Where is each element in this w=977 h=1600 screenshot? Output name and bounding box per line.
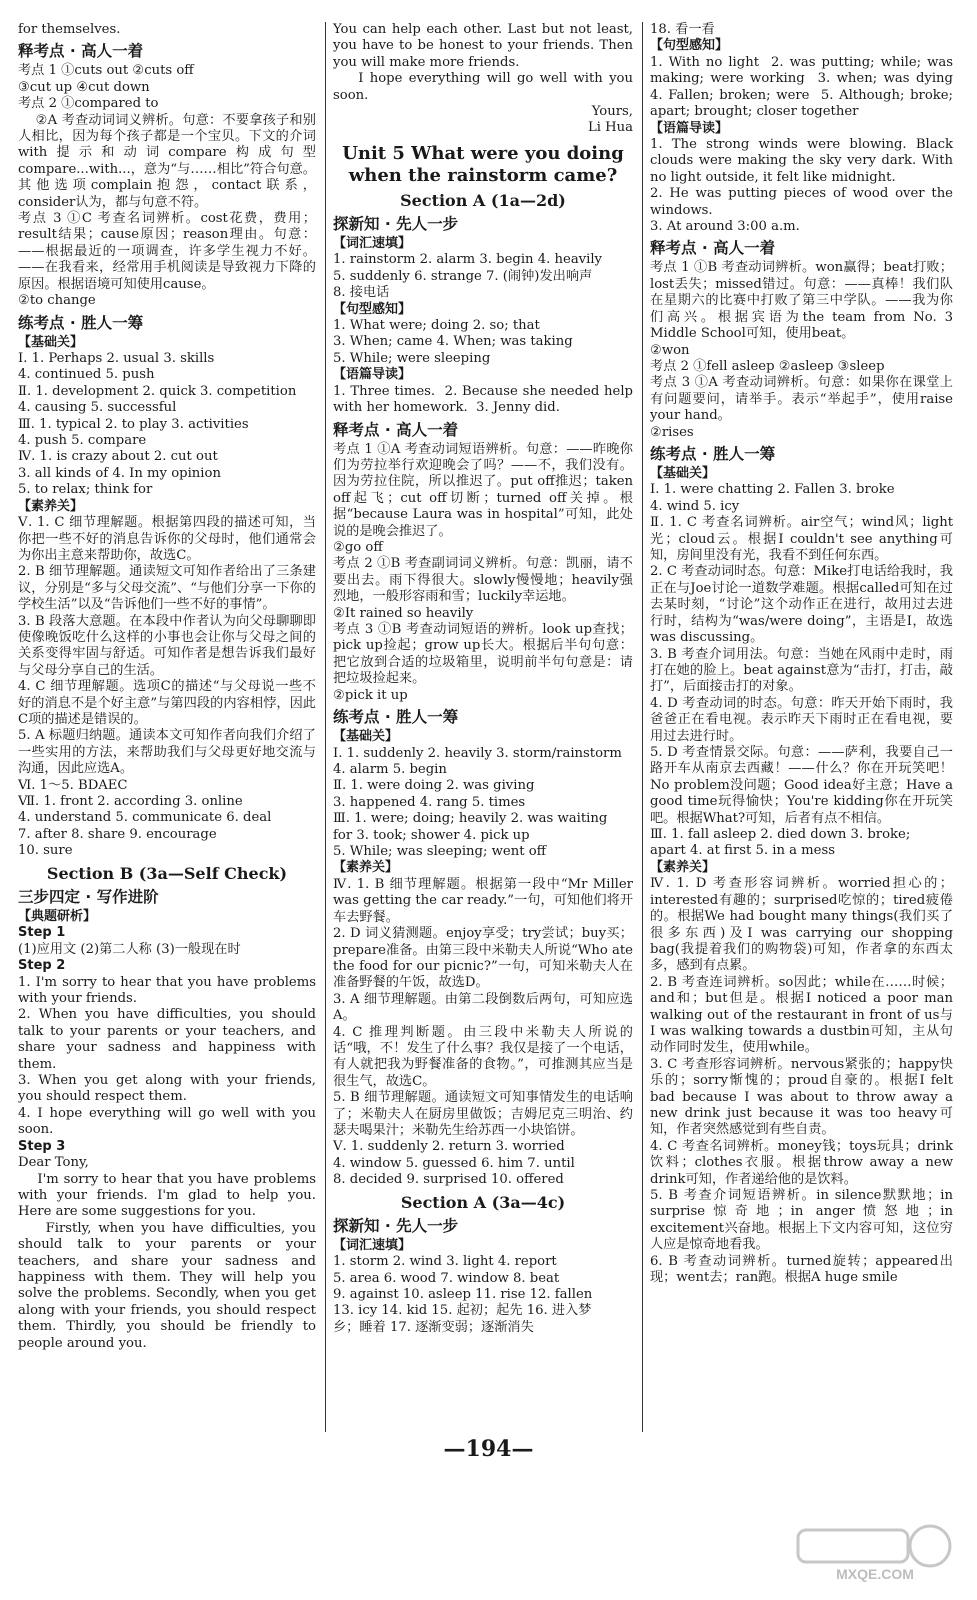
section-heading: 释考点 · 高人一着: [18, 42, 144, 61]
answer-paragraph: You can help each other. Last but not least, you have to be honest to your friends. Then you will make more friends.: [333, 22, 638, 70]
answer-line: apart 4. at first 5. in a mess: [650, 843, 836, 859]
answer-line: 4. continued 5. push: [18, 367, 155, 383]
answer-paragraph: 5. B 细节理解题。通读短文可知事情发生的电话响了；米勒夫人在厨房里做饭；吉姆尼克三明治、约瑟夫喝果汁；米勒先生给苏西一小块馅饼。: [333, 1090, 633, 1139]
subsection-tag: 【素养关】: [650, 859, 716, 875]
answer-paragraph: 考点 2 ①B 考查副词词义辨析。句意：凯丽，请不要出去。雨下得很大。slowly慢慢地；heavily强烈地，一般形容雨和雪；luckily幸运地。: [333, 556, 633, 605]
answer-line: 乡；睡着 17. 逐渐变弱；逐渐消失: [333, 1319, 534, 1335]
subsection-tag: 【句型感知】: [650, 38, 729, 54]
answer-line: 13. icy 14. kid 15. 起初；起先 16. 进入梦: [333, 1303, 592, 1319]
answer-paragraph: 4. C 推理判断题。由三段中米勒夫人所说的话“哦，不！发生了什么事？我仅是接了一个电话，有人就把我为野餐准备的食物。”，可推测其应当是很生气，故选C。: [333, 1024, 633, 1089]
answer-line: 9. against 10. asleep 11. rise 12. fallen: [333, 1286, 593, 1302]
subsection-tag: 【句型感知】: [333, 301, 412, 317]
answer-line: (1)应用文 (2)第二人称 (3)一般现在时: [18, 941, 241, 957]
section-heading: 释考点 · 高人一着: [650, 239, 776, 258]
answer-line: 3. At around 3:00 a.m.: [650, 219, 800, 235]
answer-line: ②rises: [650, 424, 694, 440]
answer-line: 1. What were; doing 2. so; that: [333, 318, 540, 334]
answer-paragraph: 2. B 考查连词辨析。so因此；while在……时候；and和；but但是。根据I noticed a poor man walking out of the restaurant in front of us与I was walking towards a dustbin可知，主从句动作同时发生，使用while。: [650, 974, 958, 1056]
column-divider: [325, 22, 326, 1432]
answer-line: 7. after 8. share 9. encourage: [18, 826, 217, 842]
answer-line: 5. area 6. wood 7. window 8. beat: [333, 1270, 560, 1286]
answer-paragraph: I'm sorry to hear that you have problems with your friends. I'm glad to help you. Here are some suggestions for you.: [18, 1171, 321, 1220]
answer-line: 3. all kinds of 4. In my opinion: [18, 465, 221, 481]
answer-line: 8. 接电话: [333, 285, 390, 301]
answer-paragraph: I hope everything will go well with you soon.: [333, 71, 638, 103]
answer-paragraph: 3. A 细节理解题。由第二段倒数后两句，可知应选A。: [333, 991, 633, 1024]
answer-line: 5. to relax; think for: [18, 482, 153, 498]
answer-line: 1. rainstorm 2. alarm 3. begin 4. heavily: [333, 252, 603, 268]
answer-paragraph: Firstly, when you have difficulties, you should talk to your parents or your teachers, and share your sadness and happiness with them. They will help you solve the problems. Secondly, when you get along with your friends, you should respect them. Thirdly, you should be friendly to people around you.: [18, 1220, 321, 1351]
answer-paragraph: 考点 3 ①B 考查动词短语的辨析。look up查找；pick up捡起；grow up长大。根据后半句句意：把它放到合适的垃圾箱里，说明前半句句意是：请把垃圾捡起来。: [333, 622, 633, 687]
answer-column-2: [333, 22, 638, 1442]
subsection-tag: 【语篇导读】: [650, 120, 729, 136]
section-heading: 三步四定 · 写作进阶: [18, 887, 159, 906]
section-heading: 练考点 · 胜人一筹: [18, 313, 144, 332]
answer-paragraph: Ⅴ. 1. C 细节理解题。根据第四段的描述可知，当你把一些不好的消息告诉你的父母时，他们通常会为你出主意来帮助你，故选C。: [18, 515, 316, 563]
answer-paragraph: 3. B 段落大意题。在本段中作者认为向父母聊聊即使像晚饭吃什么这样的小事也会让你与父母之间的关系变得牢固与舒适。可知作者是想告诉我们最好与父母分享自己的生活。: [18, 613, 316, 678]
answer-line: Ⅲ. 1. typical 2. to play 3. activities: [18, 416, 249, 432]
answer-paragraph: 4. I hope everything will go well with you soon.: [18, 1105, 321, 1138]
watermark-logo: [790, 1522, 960, 1584]
answer-line: 5. While; were sleeping: [333, 350, 491, 366]
answer-paragraph: 考点 1 ①B 考查动词辨析。won赢得；beat打败；lost丢失；missed错过。句意：——真棒！我们队在星期六的比赛中打败了第三中学队。——我为你们高兴。根据宾语为the team from No. 3 Middle School可知，使用beat。: [650, 260, 958, 342]
answer-line: Ⅶ. 1. front 2. according 3. online: [18, 794, 243, 810]
answer-paragraph: 考点 1 ①A 考查动词短语辨析。句意：——昨晚你们为劳拉举行欢迎晚会了吗？——不，我们没有。因为劳拉住院，所以推迟了。put off推迟；taken off起飞；cut off切断；turned off关掉。根据“because Laura was in hospital”可知，此处说的是晚会推迟了。: [333, 441, 638, 539]
answer-line: 考点 2 ①fell asleep ②asleep ③sleep: [650, 358, 885, 374]
answer-line: Ⅵ. 1～5. BDAEC: [18, 777, 128, 793]
answer-line: Ⅰ. 1. were chatting 2. Fallen 3. broke: [650, 482, 895, 498]
answer-paragraph: 4. C 细节理解题。选项C的描述“与父母说一些不好的消息不是个好主意”与第四段的内容相悖，因此C项的描述是错误的。: [18, 679, 316, 728]
answer-line: 5. suddenly 6. strange 7. (闹钟)发出响声: [333, 268, 593, 284]
answer-paragraph: 2. B 细节理解题。通读短文可知作者给出了三条建议，分别是“多与父母交流”、“与他们分享一下你的学校生活”以及“告诉他们一些不好的事情”。: [18, 564, 316, 613]
answer-line: 考点 1 ①cuts out ②cuts off: [18, 63, 194, 79]
answer-paragraph: 1. The strong winds were blowing. Black clouds were making the sky very dark. With no light outside, it felt like midnight.: [650, 137, 958, 185]
answer-line: for 3. took; shower 4. pick up: [333, 827, 530, 843]
answer-line: 10. sure: [18, 843, 73, 859]
subsection-tag: 【基础关】: [333, 729, 399, 745]
answer-line: 4. window 5. guessed 6. him 7. until: [333, 1155, 575, 1171]
column-divider: [642, 22, 643, 1432]
subsection-tag: 【基础关】: [650, 465, 716, 481]
signature-line: Yours,: [591, 104, 633, 120]
answer-paragraph: 2. When you have difficulties, you should talk to your parents or your teachers, and share your sadness and happiness with them.: [18, 1007, 321, 1072]
answer-paragraph: ②A 考查动词词义辨析。句意：不要拿孩子和别人相比，因为每个孩子都是一个宝贝。下文的介词with提示和动词compare构成句型compare...with...，意为“与……相比”符合句意。其他选项complain抱怨，contact联系，consider认为，都与句意不符。: [18, 112, 316, 210]
answer-line: Ⅲ. 1. fall asleep 2. died down 3. broke;: [650, 826, 911, 842]
answer-paragraph: 5. B 考查介词短语辨析。in silence默默地；in surprise惊奇地；in anger愤怒地；in excitement兴奋地。根据上下文内容可知，这位穷人应是惊奇地看我。: [650, 1188, 958, 1253]
answer-line: 5. While; was sleeping; went off: [333, 844, 547, 860]
section-heading: 探新知 · 先人一步: [333, 1216, 459, 1235]
section-heading: 练考点 · 胜人一筹: [333, 708, 459, 727]
answer-line: Ⅲ. 1. were; doing; heavily 2. was waiting: [333, 811, 608, 827]
answer-line: 3. happened 4. rang 5. times: [333, 794, 526, 810]
answer-line: 4. alarm 5. begin: [333, 762, 447, 777]
answer-line: ②to change: [18, 293, 96, 309]
answer-paragraph: 2. He was putting pieces of wood over the windows.: [650, 186, 958, 218]
watermark-text: MXQE.COM: [836, 1566, 914, 1582]
answer-paragraph: 6. B 考查动词辨析。turned旋转；appeared出现；went去；ran跑。根据A huge smile: [650, 1253, 953, 1286]
answer-paragraph: 考点 3 ①C 考查名词辨析。cost花费，费用；result结果；cause原因；reason理由。句意：——根据最近的一项调查，许多学生视力不好。——在我看来，经常用手机阅读是导致视力下降的原因。根据语境可知使用cause。: [18, 211, 316, 292]
section-title: Section A (3a—4c): [400, 1192, 566, 1212]
answer-line: 4. wind 5. icy: [650, 498, 740, 514]
answer-line: 4. understand 5. communicate 6. deal: [18, 810, 272, 826]
section-title: Section A (1a—2d): [400, 190, 566, 210]
section-heading: 探新知 · 先人一步: [333, 214, 459, 233]
answer-paragraph: 1. With no light 2. was putting; while; was making; were working 3. when; was dying 4. Fallen; broken; were 5. Although; broke; apart; brought; closer together: [650, 54, 962, 120]
subsection-tag: 【词汇速填】: [333, 235, 412, 251]
subsection-tag: 【素养关】: [18, 498, 84, 514]
section-heading: 释考点 · 高人一着: [333, 420, 459, 439]
subsection-tag: 【语篇导读】: [333, 367, 412, 383]
answer-line: Ⅳ. 1. is crazy about 2. cut out: [18, 449, 218, 465]
subsection-tag: 【词汇速填】: [333, 1237, 412, 1253]
answer-line: 考点 2 ①compared to: [18, 96, 159, 112]
answer-column-3: [650, 22, 962, 1442]
answer-paragraph: Ⅳ. 1. D 考查形容词辨析。worried担心的；interested有趣的；surprised吃惊的；tired疲倦的。根据We had bought many things(我们买了很多东西)及I was carrying our shopping bag(我提着我们的购物袋)可知，作者拿的东西太多，感到有点累。: [650, 876, 958, 974]
answer-paragraph: Ⅱ. 1. C 考查名词辨析。air空气；wind风；light光；cloud云。根据I couldn't see anything可知，房间里没有光，我看不到任何东西。: [650, 515, 953, 564]
answer-paragraph: 3. B 考查介词用法。句意：当她在风雨中走时，雨打在她的脸上。beat against意为“击打，打击，敲打”，后面接击打的对象。: [650, 646, 953, 695]
answer-line: 4. push 5. compare: [18, 433, 147, 449]
answer-line: Ⅱ. 1. were doing 2. was giving: [333, 778, 535, 794]
subsection-tag: 【典题研析】: [18, 908, 97, 924]
answer-line: Dear Tony,: [18, 1155, 89, 1171]
answer-line: 18. 看一看: [650, 22, 715, 37]
answer-paragraph: 2. D 词义猜测题。enjoy享受；try尝试；buy买；prepare准备。由第三段中米勒夫人所说“Who ate the food for our picnic?”一句，可知米勒夫人在准备野餐的午饭，故选D。: [333, 926, 638, 991]
answer-paragraph: 5. A 标题归纳题。通读本文可知作者向我们介绍了一些实用的方法，来帮助我们与父母更好地交流与沟通，因此应选A。: [18, 728, 316, 777]
subsection-tag: Step 3: [18, 1138, 66, 1154]
answer-line: Ⅰ. 1. Perhaps 2. usual 3. skills: [18, 351, 215, 366]
answer-paragraph: 4. C 考查名词辨析。money钱；toys玩具；drink饮料；clothes衣服。根据throw away a new drink可知，作者递给他的是饮料。: [650, 1138, 958, 1187]
subsection-tag: 【素养关】: [333, 860, 399, 876]
subsection-tag: Step 2: [18, 958, 66, 974]
answer-line: ②won: [650, 342, 690, 358]
answer-line: 8. decided 9. surprised 10. offered: [333, 1172, 564, 1188]
answer-line: Ⅱ. 1. development 2. quick 3. competition: [18, 383, 297, 399]
answer-line: ②go off: [333, 540, 383, 556]
answer-line: Ⅴ. 1. suddenly 2. return 3. worried: [333, 1139, 565, 1155]
signature-line: Li Hua: [587, 120, 633, 136]
answer-line: 3. When; came 4. When; was taking: [333, 334, 573, 350]
section-title: Section B (3a—Self Check): [46, 863, 288, 883]
answer-paragraph: Ⅳ. 1. B 细节理解题。根据第一段中“Mr Miller was getting the car ready.”一句，可知他们将开车去野餐。: [333, 876, 638, 925]
answer-paragraph: 4. D 考查动词的时态。句意：昨天开始下雨时，我爸爸正在看电视。表示昨天下雨时正在看电视，要用过去进行时。: [650, 695, 953, 744]
answer-line: for themselves.: [18, 22, 121, 37]
subsection-tag: Step 1: [18, 925, 66, 941]
answer-paragraph: 2. C 考查动词时态。句意：Mike打电话给我时，我正在与Joe讨论一道数学难题。根据called可知在过去某时刻，“讨论”这个动作正在进行，故用过去进行时，结构为“was/were doing”，主语是I，故选was discussing。: [650, 564, 953, 646]
answer-line: 1. storm 2. wind 3. light 4. report: [333, 1254, 557, 1270]
answer-paragraph: 1. I'm sorry to hear that you have problems with your friends.: [18, 974, 321, 1006]
answer-line: ③cut up ④cut down: [18, 79, 150, 95]
answer-line: 4. causing 5. successful: [18, 400, 177, 416]
answer-column-1: [18, 22, 321, 1442]
answer-line: ②It rained so heavily: [333, 605, 474, 621]
subsection-tag: 【基础关】: [18, 334, 84, 350]
answer-paragraph: 3. C 考查形容词辨析。nervous紧张的；happy快乐的；sorry惭愧的；proud自豪的。根据I felt bad because I was about to throw away a new drink just because it was too heavy可知，作者突然感觉到有些自责。: [650, 1056, 958, 1138]
answer-paragraph: 考点 3 ①A 考查动词辨析。句意：如果你在课堂上有问题要问，请举手。表示“举起手”，使用raise your hand。: [650, 375, 958, 424]
page-number: —194—: [443, 1436, 534, 1462]
answer-line: Ⅰ. 1. suddenly 2. heavily 3. storm/rainstorm: [333, 745, 622, 761]
answer-line: ②pick it up: [333, 687, 408, 703]
unit-title: Unit 5 What were you doing when the rainstorm came?: [342, 142, 624, 186]
answer-paragraph: 1. Three times. 2. Because she needed help with her homework. 3. Jenny did.: [333, 383, 638, 416]
answer-paragraph: 3. When you get along with your friends, you should respect them.: [18, 1073, 321, 1105]
answer-paragraph: 5. D 考查情景交际。句意：——萨利，我要自己一路开车从南京去西藏！——什么？你在开玩笑吧！No problem没问题；Good idea好主意；Have a good time玩得愉快；You're kidding你在开玩笑吧。根据What?可知，后者有点不相信。: [650, 744, 958, 826]
section-heading: 练考点 · 胜人一筹: [650, 444, 776, 463]
